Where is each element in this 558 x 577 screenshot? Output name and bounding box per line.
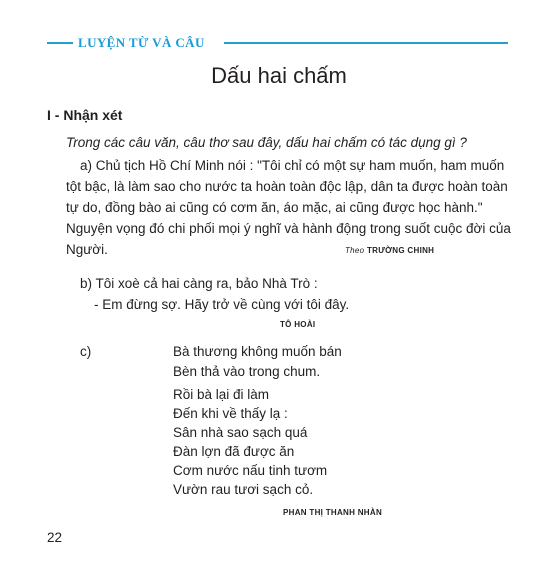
poem-line: Đến khi về thấy lạ : [173,406,288,421]
poem-line: Rồi bà lại đi làm [173,387,270,402]
example-b-line-1: b) Tôi xoè cả hai càng ra, bảo Nhà Trò : [80,276,318,291]
source-prefix: Theo [345,246,365,255]
poem-line: Sân nhà sao sạch quá [173,425,308,440]
page-number: 22 [47,530,63,545]
lesson-title: Dấu hai chấm [211,63,347,88]
example-c-label: c) [80,344,92,359]
poem-line: Bà thương không muốn bán [173,344,342,359]
poem-line: Bèn thả vào trong chum. [173,364,321,379]
poem-line: Vườn rau tươi sạch cỏ. [173,482,314,497]
section-label: LUYỆN TỪ VÀ CÂU [78,35,205,50]
example-a-source [345,246,434,255]
example-a-paragraph: a) Chủ tịch Hồ Chí Minh nói : "Tôi chỉ có một sự ham muốn, ham muốn tột bậc, là làm sao cho nước ta hoàn toàn độc lập, dân ta được hoàn toàn tự do, đồng bào ai cũng có cơm ăn, áo mặc, ai cũng được học hành." Nguyện vọng đó chi phối mọi ý nghĩ và hành động trong suốt cuộc đời của Người. [66,158,511,257]
header-rule-right [224,42,508,44]
part-heading: I - Nhận xét [47,107,123,123]
source-author: TRƯỜNG CHINH [366,246,435,255]
example-c-source: PHAN THỊ THANH NHÀN [283,508,383,517]
header-rule-left [47,42,73,44]
question-text: Trong các câu văn, câu thơ sau đây, dấu hai chấm có tác dụng gì ? [66,135,467,150]
example-b-source: TÔ HOÀI [280,320,316,329]
poem-line: Cơm nước nấu tinh tươm [173,463,328,478]
poem-line: Đàn lợn đã được ăn [173,444,295,459]
example-b-line-2: - Em đừng sợ. Hãy trở về cùng với tôi đây. [94,297,350,312]
